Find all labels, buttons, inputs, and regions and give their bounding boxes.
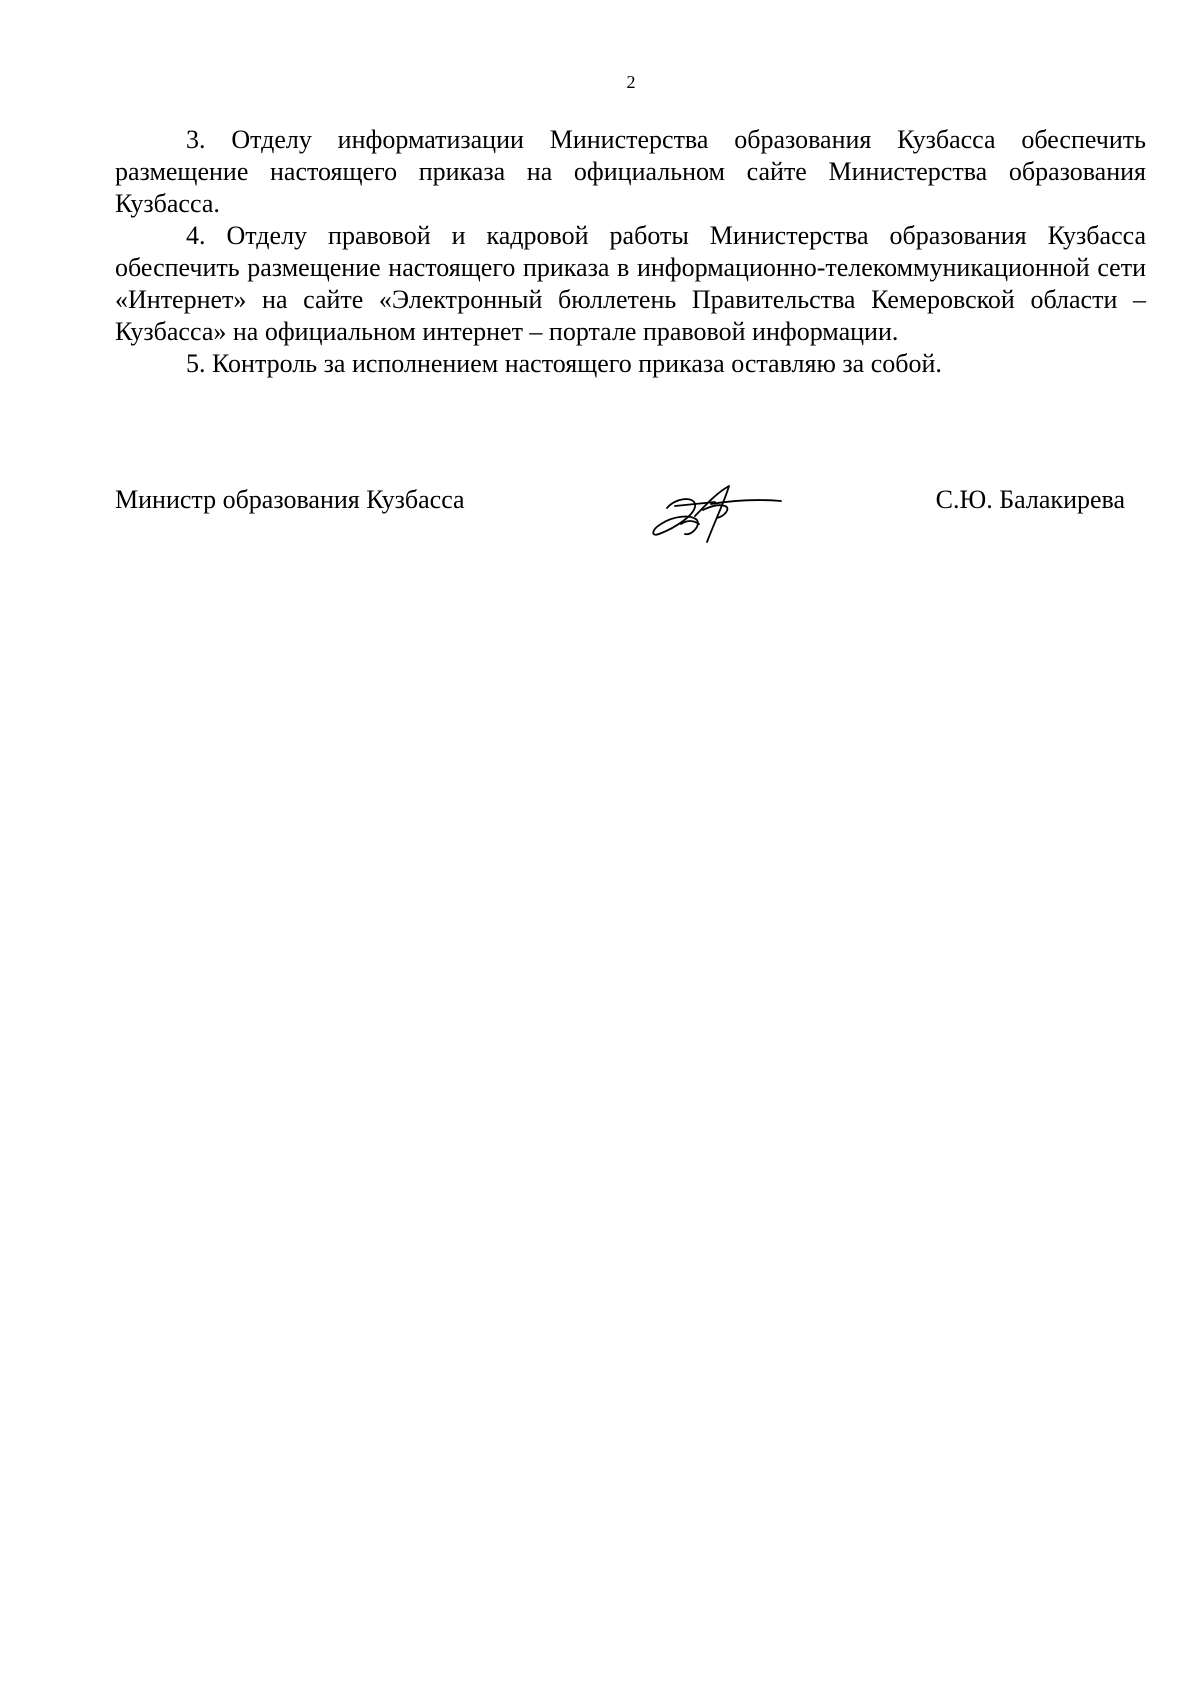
paragraph-4: 4. Отделу правовой и кадровой работы Министерства образования Кузбасса обеспечить размещение настоящего приказа в информационно-телекоммуникационной сети «Интернет» на сайте «Электронный бюллетень Правительства Кемеровской области – Кузбасса» на официальном интернет – портале правовой информации. bbox=[115, 221, 1146, 346]
signatory-name: С.Ю. Балакирева bbox=[935, 485, 1125, 514]
paragraph-3: 3. Отделу информатизации Министерства образования Кузбасса обеспечить размещение настоящего приказа на официальном сайте Министерства образования Кузбасса. bbox=[115, 125, 1146, 218]
paragraph-5: 5. Контроль за исполнением настоящего приказа оставляю за собой. bbox=[186, 349, 942, 378]
page-number: 2 bbox=[626, 72, 636, 92]
signatory-title: Министр образования Кузбасса bbox=[115, 485, 465, 514]
handwritten-signature bbox=[645, 480, 785, 544]
signature-block bbox=[115, 480, 1125, 550]
document-body bbox=[115, 124, 1146, 380]
